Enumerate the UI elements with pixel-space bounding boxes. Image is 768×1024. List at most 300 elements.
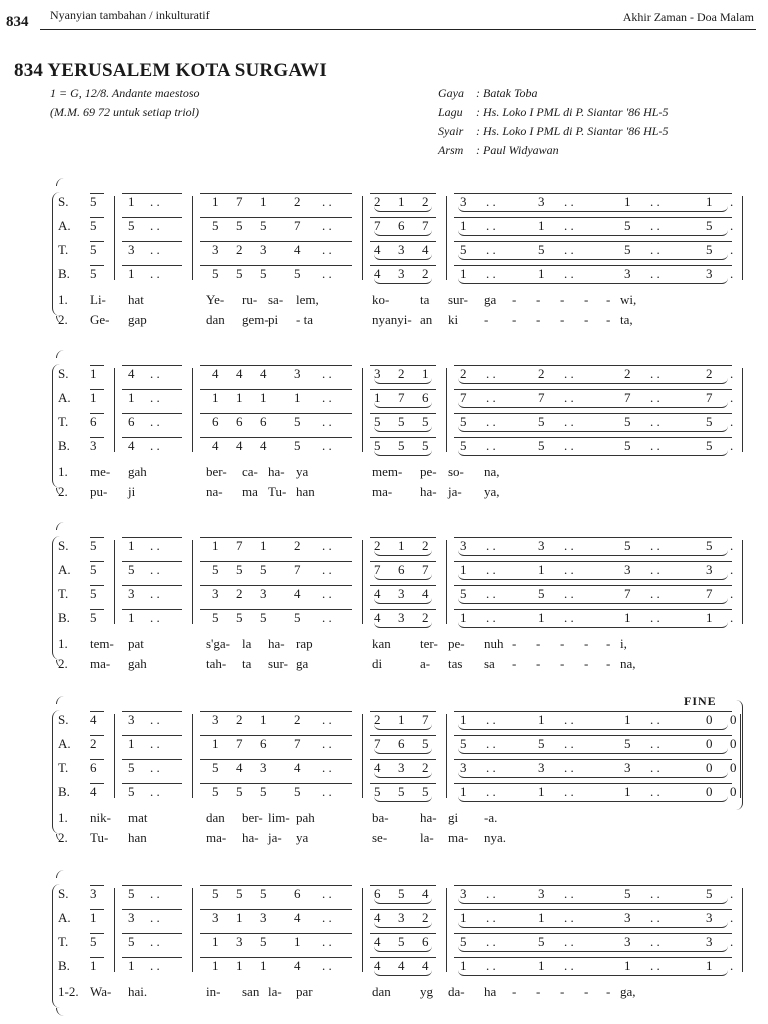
lyric-syllable: -: [584, 312, 589, 327]
beam: [454, 265, 732, 266]
note: . .: [650, 736, 660, 751]
note: 5: [538, 586, 545, 601]
voice-row: [0, 910, 768, 930]
lyric-syllable: ya: [296, 830, 309, 845]
key-signature: 1 = G, 12/8. Andante maestoso: [50, 86, 200, 100]
lyric-syllable: -: [560, 292, 565, 307]
beam: [370, 241, 436, 242]
note: . .: [322, 266, 332, 281]
note: 1: [706, 958, 713, 973]
lyric-syllable: -: [584, 656, 589, 671]
note: 1: [128, 958, 135, 973]
note: 1: [260, 390, 267, 405]
note: 5: [212, 886, 219, 901]
beam: [90, 909, 104, 910]
beam: [122, 241, 182, 242]
note: 1: [538, 610, 545, 625]
note: . .: [564, 934, 574, 949]
note: 1: [538, 266, 545, 281]
beam: [200, 413, 352, 414]
note: 4: [236, 438, 243, 453]
note: 5: [422, 414, 429, 429]
beam: [200, 265, 352, 266]
note: . .: [322, 910, 332, 925]
voice-label: A.: [58, 390, 71, 405]
note: 6: [422, 390, 429, 405]
note: 3: [706, 266, 713, 281]
lyric-syllable: -: [512, 312, 517, 327]
beam: [454, 885, 732, 886]
note: . .: [564, 886, 574, 901]
lyric-syllable: pe-: [420, 464, 437, 479]
beam: [90, 585, 104, 586]
note: 4: [294, 910, 301, 925]
note: .: [730, 366, 734, 381]
note: 0: [730, 712, 737, 727]
note: 5: [236, 784, 243, 799]
note: 1: [374, 390, 381, 405]
pickup-note: 3: [90, 438, 97, 453]
beam: [90, 957, 104, 958]
lyric-syllable: i,: [620, 636, 627, 651]
voice-label: T.: [58, 760, 69, 775]
note: 2: [374, 538, 381, 553]
lyric-syllable: ha-: [268, 464, 285, 479]
brace-hook-top: [56, 870, 67, 878]
lyric-row: [0, 984, 768, 1004]
note: 2: [236, 712, 243, 727]
note: . .: [322, 242, 332, 257]
tie: [374, 724, 432, 730]
note: 4: [374, 586, 381, 601]
note: . .: [650, 266, 660, 281]
tie: [374, 230, 432, 236]
voice-label: S.: [58, 886, 69, 901]
note: . .: [150, 760, 160, 775]
note: . .: [650, 586, 660, 601]
pickup-note: 4: [90, 712, 97, 727]
note: 3: [260, 910, 267, 925]
note: 0: [706, 784, 713, 799]
lyric-row: [0, 636, 768, 656]
lyric-syllable: nuh: [484, 636, 504, 651]
beam: [90, 241, 104, 242]
note: 1: [260, 712, 267, 727]
lyric-syllable: pat: [128, 636, 144, 651]
verse-number: 2.: [58, 830, 68, 845]
note: . .: [564, 712, 574, 727]
voice-label: T.: [58, 414, 69, 429]
beam: [454, 609, 732, 610]
note: . .: [650, 886, 660, 901]
lyric-syllable: ma: [242, 484, 258, 499]
note: . .: [322, 958, 332, 973]
tie: [458, 622, 728, 628]
lyric-syllable: dan: [206, 810, 225, 825]
beam: [122, 413, 182, 414]
credit-melody: Lagu : Hs. Loko I PML di P. Siantar '86 HL-5: [438, 105, 669, 119]
note: 5: [398, 934, 405, 949]
credit-arranger: Arsm : Paul Widyawan: [438, 143, 559, 157]
note: 2: [422, 910, 429, 925]
note: 1: [128, 610, 135, 625]
note: . .: [150, 242, 160, 257]
note: 4: [374, 910, 381, 925]
note: . .: [322, 586, 332, 601]
beam: [122, 957, 182, 958]
note: 4: [128, 438, 135, 453]
note: . .: [150, 712, 160, 727]
note: . .: [650, 934, 660, 949]
beam: [90, 217, 104, 218]
note: 5: [422, 438, 429, 453]
tie: [458, 796, 728, 802]
note: 4: [374, 242, 381, 257]
beam: [370, 711, 436, 712]
note: .: [730, 538, 734, 553]
note: 1: [538, 562, 545, 577]
beam: [90, 885, 104, 886]
beam: [454, 561, 732, 562]
pickup-note: 5: [90, 218, 97, 233]
note: 2: [294, 538, 301, 553]
note: 5: [260, 218, 267, 233]
credits: [438, 84, 668, 160]
lyric-syllable: ma-: [372, 484, 393, 499]
note: . .: [486, 366, 496, 381]
beam: [370, 537, 436, 538]
tie: [374, 550, 432, 556]
lyric-syllable: sa-: [268, 292, 284, 307]
tie: [374, 598, 432, 604]
beam: [122, 389, 182, 390]
lyric-syllable: gi: [448, 810, 459, 825]
tie: [374, 206, 432, 212]
note: 2: [422, 266, 429, 281]
voice-row: [0, 760, 768, 780]
tie: [374, 426, 432, 432]
note: .: [730, 886, 734, 901]
beam: [122, 437, 182, 438]
beam: [370, 217, 436, 218]
voice-row: [0, 586, 768, 606]
note: 3: [128, 712, 135, 727]
lyric-syllable: -: [560, 984, 565, 999]
note: 5: [212, 562, 219, 577]
note: 3: [460, 538, 467, 553]
beam: [370, 957, 436, 958]
note: 4: [422, 886, 429, 901]
beam: [454, 437, 732, 438]
voice-row: [0, 886, 768, 906]
note: 5: [398, 784, 405, 799]
note: 3: [294, 366, 301, 381]
note: 3: [624, 934, 631, 949]
lyric-syllable: nyanyi-: [372, 312, 412, 327]
lyric-syllable: ter-: [420, 636, 438, 651]
note: 5: [706, 414, 713, 429]
lyric-syllable: ja-: [268, 830, 282, 845]
note: 5: [212, 266, 219, 281]
pickup-note: 5: [90, 562, 97, 577]
note: . .: [564, 438, 574, 453]
lyric-syllable: na,: [484, 464, 500, 479]
pickup-note: 5: [90, 586, 97, 601]
lyric-syllable: -: [512, 636, 517, 651]
note: . .: [150, 538, 160, 553]
tie: [374, 402, 432, 408]
note: 1: [460, 266, 467, 281]
note: 1: [460, 610, 467, 625]
note: . .: [564, 242, 574, 257]
credit-style: Gaya : Batak Toba: [438, 86, 538, 100]
note: 5: [538, 242, 545, 257]
note: 5: [460, 586, 467, 601]
note: . .: [486, 586, 496, 601]
beam: [90, 437, 104, 438]
note: 6: [422, 934, 429, 949]
beam: [90, 735, 104, 736]
lyric-syllable: ha-: [242, 830, 259, 845]
note: . .: [650, 366, 660, 381]
beam: [454, 389, 732, 390]
tie: [374, 278, 432, 284]
note: 1: [460, 712, 467, 727]
lyric-syllable: wi,: [620, 292, 637, 307]
tie: [374, 946, 432, 952]
note: 1: [422, 366, 429, 381]
note: . .: [150, 390, 160, 405]
pickup-note: 1: [90, 366, 97, 381]
beam: [370, 885, 436, 886]
lyric-syllable: -: [560, 312, 565, 327]
note: 5: [212, 610, 219, 625]
lyric-syllable: kan: [372, 636, 391, 651]
tie: [374, 796, 432, 802]
note: 6: [236, 414, 243, 429]
tie: [458, 772, 728, 778]
pickup-note: 5: [90, 538, 97, 553]
lyric-syllable: dan: [206, 312, 225, 327]
note: 3: [460, 886, 467, 901]
verse-number: 1.: [58, 810, 68, 825]
lyric-syllable: s'ga-: [206, 636, 231, 651]
note: 5: [260, 934, 267, 949]
beam: [200, 957, 352, 958]
lyric-syllable: -: [512, 656, 517, 671]
note: 2: [422, 538, 429, 553]
note: 4: [374, 760, 381, 775]
tie: [458, 598, 728, 604]
voice-label: B.: [58, 438, 70, 453]
note: 2: [538, 366, 545, 381]
lyric-syllable: -: [584, 292, 589, 307]
note: 7: [624, 390, 631, 405]
note: . .: [322, 562, 332, 577]
beam: [200, 783, 352, 784]
voice-label: A.: [58, 910, 71, 925]
lyric-syllable: ha: [484, 984, 497, 999]
note: 1: [398, 538, 405, 553]
lyric-syllable: -: [536, 984, 541, 999]
note: 6: [260, 736, 267, 751]
note: . .: [486, 562, 496, 577]
note: .: [730, 586, 734, 601]
note: 4: [294, 242, 301, 257]
note: 3: [260, 242, 267, 257]
lyric-syllable: -: [484, 312, 489, 327]
tie: [374, 922, 432, 928]
note: 1: [624, 712, 631, 727]
beam: [370, 735, 436, 736]
note: .: [730, 610, 734, 625]
note: . .: [150, 438, 160, 453]
pickup-note: 1: [90, 910, 97, 925]
note: 1: [538, 910, 545, 925]
lyric-syllable: han: [128, 830, 147, 845]
pickup-note: 5: [90, 934, 97, 949]
beam: [122, 933, 182, 934]
lyric-syllable: la-: [420, 830, 434, 845]
note: 1: [538, 958, 545, 973]
note: 1: [236, 958, 243, 973]
note: 5: [260, 784, 267, 799]
note: 5: [624, 242, 631, 257]
note: 1: [460, 784, 467, 799]
note: 5: [260, 266, 267, 281]
note: 3: [212, 586, 219, 601]
note: 0: [706, 760, 713, 775]
beam: [370, 561, 436, 562]
tie: [374, 622, 432, 628]
note: . .: [564, 266, 574, 281]
beam: [122, 885, 182, 886]
lyric-syllable: Ye-: [206, 292, 225, 307]
verse-number: 1.: [58, 292, 68, 307]
credit-lyrics: Syair : Hs. Loko I PML di P. Siantar '86 HL-5: [438, 124, 669, 138]
pickup-note: 6: [90, 414, 97, 429]
note: . .: [486, 760, 496, 775]
pickup-note: 3: [90, 886, 97, 901]
tie: [458, 254, 728, 260]
note: 7: [236, 736, 243, 751]
note: 7: [422, 712, 429, 727]
note: 5: [212, 760, 219, 775]
note: 4: [422, 958, 429, 973]
note: 0: [730, 736, 737, 751]
note: . .: [564, 218, 574, 233]
note: 1: [260, 538, 267, 553]
note: 5: [706, 886, 713, 901]
note: 3: [128, 910, 135, 925]
lyric-row: [0, 810, 768, 830]
tie: [374, 450, 432, 456]
note: . .: [150, 736, 160, 751]
beam: [90, 561, 104, 562]
note: . .: [322, 760, 332, 775]
note: 5: [624, 438, 631, 453]
beam: [454, 909, 732, 910]
lyric-syllable: Tu-: [90, 830, 109, 845]
note: 6: [260, 414, 267, 429]
note: 6: [374, 886, 381, 901]
note: . .: [650, 538, 660, 553]
voice-row: [0, 218, 768, 238]
lyric-syllable: -: [584, 636, 589, 651]
note: 5: [212, 784, 219, 799]
note: 2: [398, 366, 405, 381]
lyric-syllable: ji: [128, 484, 136, 499]
note: 5: [128, 760, 135, 775]
note: . .: [322, 610, 332, 625]
lyric-syllable: pi: [268, 312, 279, 327]
note: 3: [706, 910, 713, 925]
note: . .: [564, 610, 574, 625]
lyric-syllable: ha-: [268, 636, 285, 651]
lyric-syllable: Wa-: [90, 984, 112, 999]
note: 5: [706, 242, 713, 257]
beam: [370, 413, 436, 414]
note: 1: [294, 390, 301, 405]
note: . .: [650, 438, 660, 453]
note: . .: [322, 390, 332, 405]
note: . .: [322, 414, 332, 429]
note: 1: [212, 934, 219, 949]
note: . .: [486, 736, 496, 751]
brace-hook-top: [56, 178, 67, 186]
note: 3: [624, 760, 631, 775]
lyric-syllable: - ta: [296, 312, 313, 327]
lyric-syllable: na,: [620, 656, 636, 671]
beam: [370, 783, 436, 784]
pickup-note: 4: [90, 784, 97, 799]
note: 4: [374, 958, 381, 973]
beam: [200, 909, 352, 910]
note: 5: [624, 886, 631, 901]
note: 4: [128, 366, 135, 381]
beam: [200, 241, 352, 242]
lyric-syllable: hat: [128, 292, 144, 307]
note: 3: [538, 760, 545, 775]
pickup-note: 5: [90, 194, 97, 209]
note: . .: [650, 562, 660, 577]
note: 5: [624, 218, 631, 233]
note: . .: [486, 538, 496, 553]
note: 3: [212, 712, 219, 727]
lyric-syllable: -: [536, 636, 541, 651]
beam: [90, 609, 104, 610]
note: 1: [706, 610, 713, 625]
tempo-marking: (M.M. 69 72 untuk setiap triol): [50, 105, 199, 119]
lyric-syllable: ki: [448, 312, 459, 327]
lyric-syllable: -: [560, 656, 565, 671]
note: . .: [650, 958, 660, 973]
note: 1: [538, 784, 545, 799]
note: 3: [398, 760, 405, 775]
beam: [454, 933, 732, 934]
header-page-number: 834: [6, 14, 29, 30]
note: .: [730, 934, 734, 949]
lyric-syllable: ta,: [620, 312, 633, 327]
beam: [370, 365, 436, 366]
note: . .: [322, 218, 332, 233]
lyric-syllable: gem-: [242, 312, 269, 327]
tie: [458, 724, 728, 730]
verse-number: 1-2.: [58, 984, 79, 999]
lyric-syllable: Li-: [90, 292, 106, 307]
lyric-syllable: tas: [448, 656, 463, 671]
note: 5: [236, 886, 243, 901]
